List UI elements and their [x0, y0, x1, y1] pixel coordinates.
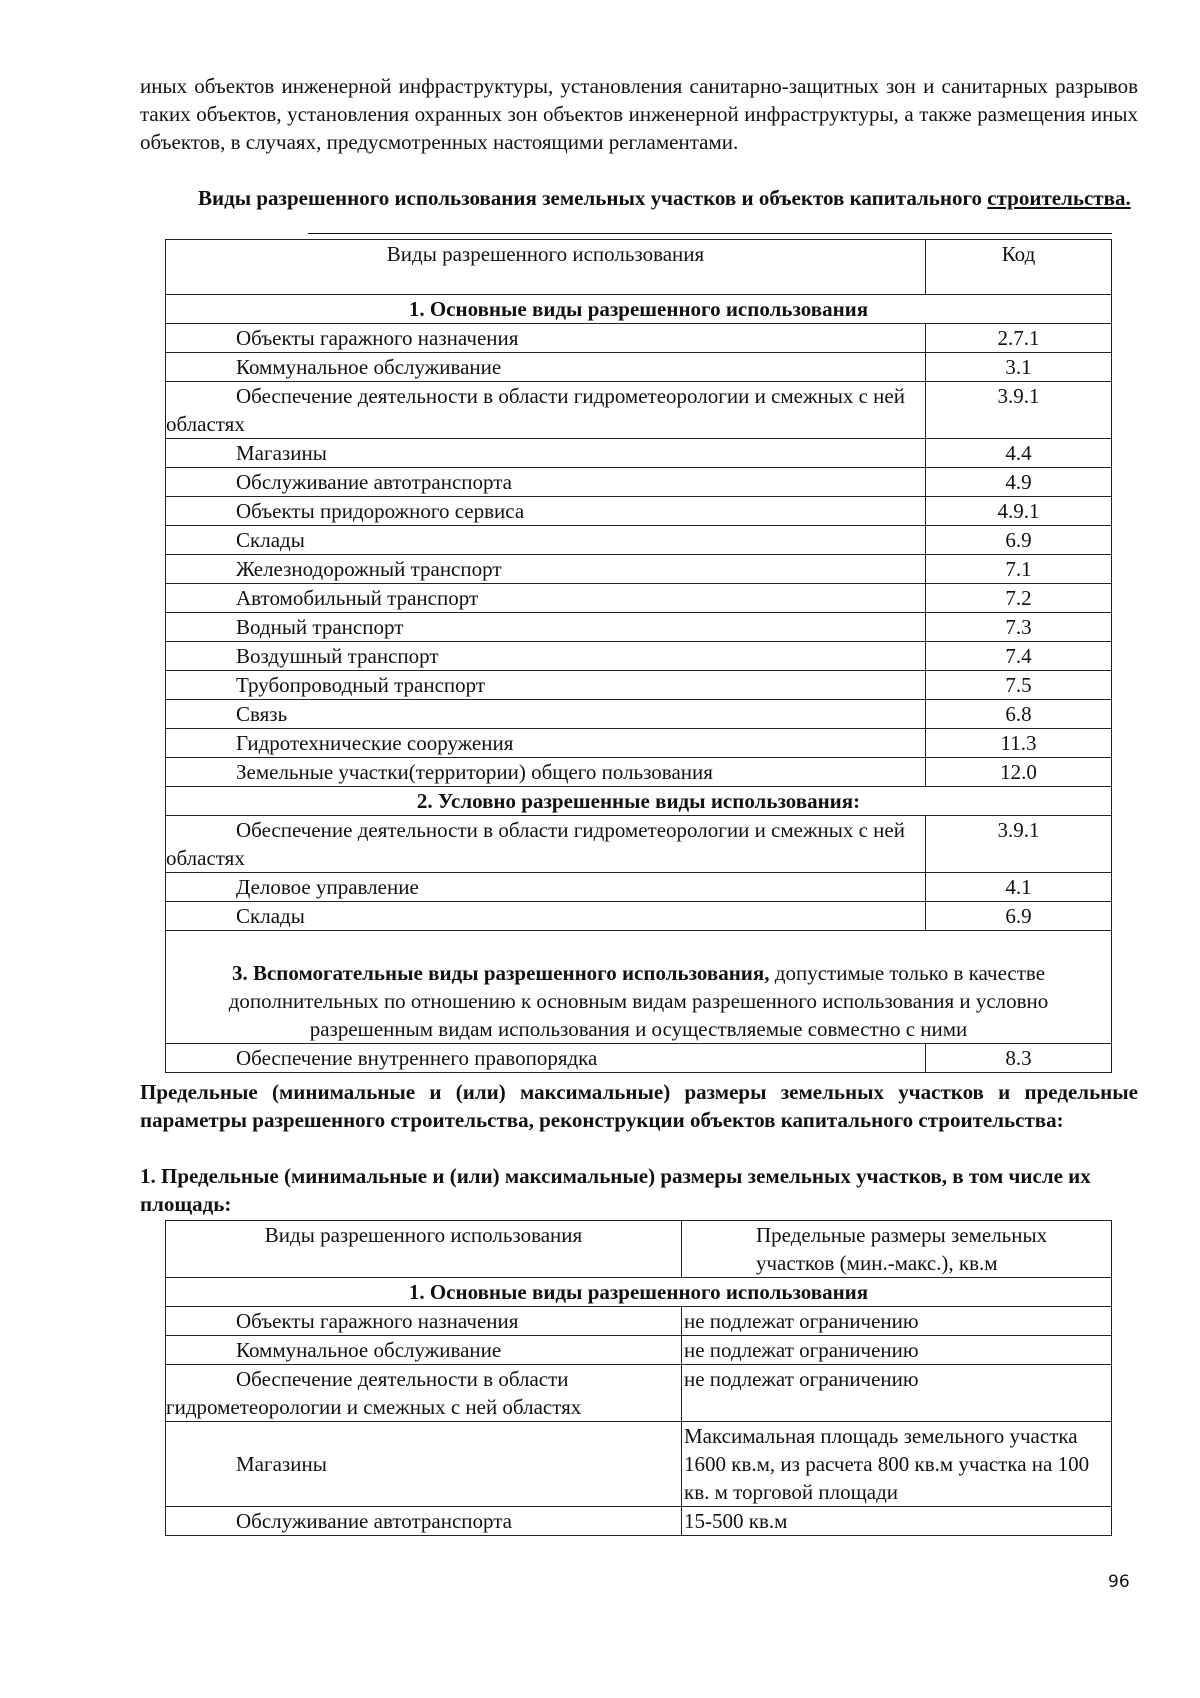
table-header-row	[166, 1221, 1112, 1278]
use-code: 4.1	[926, 873, 1112, 902]
use-name: Объекты гаражного назначения	[166, 324, 926, 353]
use-code: 3.1	[926, 353, 1112, 382]
table-row	[166, 729, 1112, 758]
use-code: 4.4	[926, 439, 1112, 468]
use-code: 7.5	[926, 671, 1112, 700]
size-limit: не подлежат ограничению	[682, 1365, 1112, 1422]
use-name: Обеспечение деятельности в области гидрометеорологии и смежных с ней областях	[166, 382, 926, 439]
table-row	[166, 1044, 1112, 1073]
header-use-type: Виды разрешенного использования	[166, 1221, 682, 1278]
size-limit: Максимальная площадь земельного участка 1600 кв.м, из расчета 800 кв.м участка на 100 кв. м торговой площади	[682, 1422, 1112, 1507]
section-row	[166, 295, 1112, 324]
table-row	[166, 324, 1112, 353]
table-row	[166, 497, 1112, 526]
table-row	[166, 1336, 1112, 1365]
use-name: Коммунальное обслуживание	[166, 353, 926, 382]
table-row	[166, 873, 1112, 902]
header-code: Код	[926, 240, 1112, 295]
table-row	[166, 1365, 1112, 1422]
use-code: 3.9.1	[926, 816, 1112, 873]
auxiliary-section-title	[166, 931, 1112, 1044]
use-name: Гидротехнические сооружения	[166, 729, 926, 758]
use-name: Обеспечение деятельности в области гидрометеорологии и смежных с ней областях	[166, 1365, 682, 1422]
table-row	[166, 816, 1112, 873]
use-name: Коммунальное обслуживание	[166, 1336, 682, 1365]
use-code: 6.8	[926, 700, 1112, 729]
section-row	[166, 931, 1112, 1044]
use-code: 7.3	[926, 613, 1112, 642]
use-name: Магазины	[166, 439, 926, 468]
table-row	[166, 526, 1112, 555]
use-name: Склады	[166, 526, 926, 555]
use-code: 4.9.1	[926, 497, 1112, 526]
permitted-use-table	[165, 239, 1112, 1073]
use-name: Магазины	[166, 1422, 682, 1507]
table-row	[166, 902, 1112, 931]
permitted-use-heading-part2: строительства.	[987, 186, 1131, 210]
table-row	[166, 1507, 1112, 1536]
use-code: 7.4	[926, 642, 1112, 671]
use-name: Обеспечение деятельности в области гидрометеорологии и смежных с ней областях	[166, 816, 926, 873]
limits-heading: Предельные (минимальные и (или) максимальные) размеры земельных участков и предельные параметры разрешенного строительства, реконструкции объектов капитального строительства:	[140, 1080, 1138, 1132]
section-row	[166, 787, 1112, 816]
permitted-use-heading-part1: Виды разрешенного использования земельных участков и объектов капитального	[198, 186, 988, 210]
use-code: 7.2	[926, 584, 1112, 613]
table-row	[166, 555, 1112, 584]
section-title: 1. Основные виды разрешенного использования	[166, 1278, 1112, 1307]
permitted-use-heading	[140, 184, 1138, 212]
header-use-type: Виды разрешенного использования	[166, 240, 926, 295]
table-row	[166, 1307, 1112, 1336]
table-row	[166, 671, 1112, 700]
use-name: Деловое управление	[166, 873, 926, 902]
section-row	[166, 1278, 1112, 1307]
auxiliary-section-rest: допустимые только в качестве дополнительных по отношению к основным видам разрешенного использования и условно разрешенным видам использования и осуществляемые совместно с ними	[228, 961, 1049, 1041]
table-row	[166, 382, 1112, 439]
use-code: 8.3	[926, 1044, 1112, 1073]
use-code: 6.9	[926, 526, 1112, 555]
section-title: 2. Условно разрешенные виды использования:	[166, 787, 1112, 816]
use-name: Объекты придорожного сервиса	[166, 497, 926, 526]
intro-paragraph: иных объектов инженерной инфраструктуры, установления санитарно-защитных зон и санитарных разрывов таких объектов, установления охранных зон объектов инженерной инфраструктуры, а также размещения иных объектов, в случаях, предусмотренных настоящими регламентами.	[140, 74, 1138, 154]
use-code: 3.9.1	[926, 382, 1112, 439]
use-code: 12.0	[926, 758, 1112, 787]
use-name: Водный транспорт	[166, 613, 926, 642]
page-number: 96	[1108, 1572, 1130, 1592]
use-code: 2.7.1	[926, 324, 1112, 353]
table-row	[166, 758, 1112, 787]
use-name: Земельные участки(территории) общего пользования	[166, 758, 926, 787]
use-name: Обслуживание автотранспорта	[166, 1507, 682, 1536]
use-name: Автомобильный транспорт	[166, 584, 926, 613]
use-code: 4.9	[926, 468, 1112, 497]
use-name: Обеспечение внутреннего правопорядка	[166, 1044, 926, 1073]
section-title: 1. Основные виды разрешенного использования	[166, 295, 1112, 324]
table-row	[166, 353, 1112, 382]
use-name: Железнодорожный транспорт	[166, 555, 926, 584]
use-name: Объекты гаражного назначения	[166, 1307, 682, 1336]
size-limit: 15-500 кв.м	[682, 1507, 1112, 1536]
use-name: Склады	[166, 902, 926, 931]
use-name: Воздушный транспорт	[166, 642, 926, 671]
auxiliary-section-bold: 3. Вспомогательные виды разрешенного использования,	[231, 961, 770, 985]
table-row	[166, 584, 1112, 613]
table-row	[166, 1422, 1112, 1507]
header-limits: Предельные размеры земельных участков (мин.-макс.), кв.м	[682, 1221, 1112, 1278]
use-code: 6.9	[926, 902, 1112, 931]
use-code: 7.1	[926, 555, 1112, 584]
use-name: Обслуживание автотранспорта	[166, 468, 926, 497]
table-row	[166, 642, 1112, 671]
plot-size-heading: 1. Предельные (минимальные и (или) максимальные) размеры земельных участков, в том числе их площадь:	[140, 1164, 1091, 1216]
use-name: Трубопроводный транспорт	[166, 671, 926, 700]
size-limit: не подлежат ограничению	[682, 1307, 1112, 1336]
table-row	[166, 439, 1112, 468]
size-limit: не подлежат ограничению	[682, 1336, 1112, 1365]
use-name: Связь	[166, 700, 926, 729]
table-row	[166, 700, 1112, 729]
table-header-row	[166, 240, 1112, 295]
plot-size-table	[165, 1220, 1112, 1536]
use-code: 11.3	[926, 729, 1112, 758]
heading-underline-rule	[308, 233, 1112, 234]
table-row	[166, 613, 1112, 642]
table-row	[166, 468, 1112, 497]
